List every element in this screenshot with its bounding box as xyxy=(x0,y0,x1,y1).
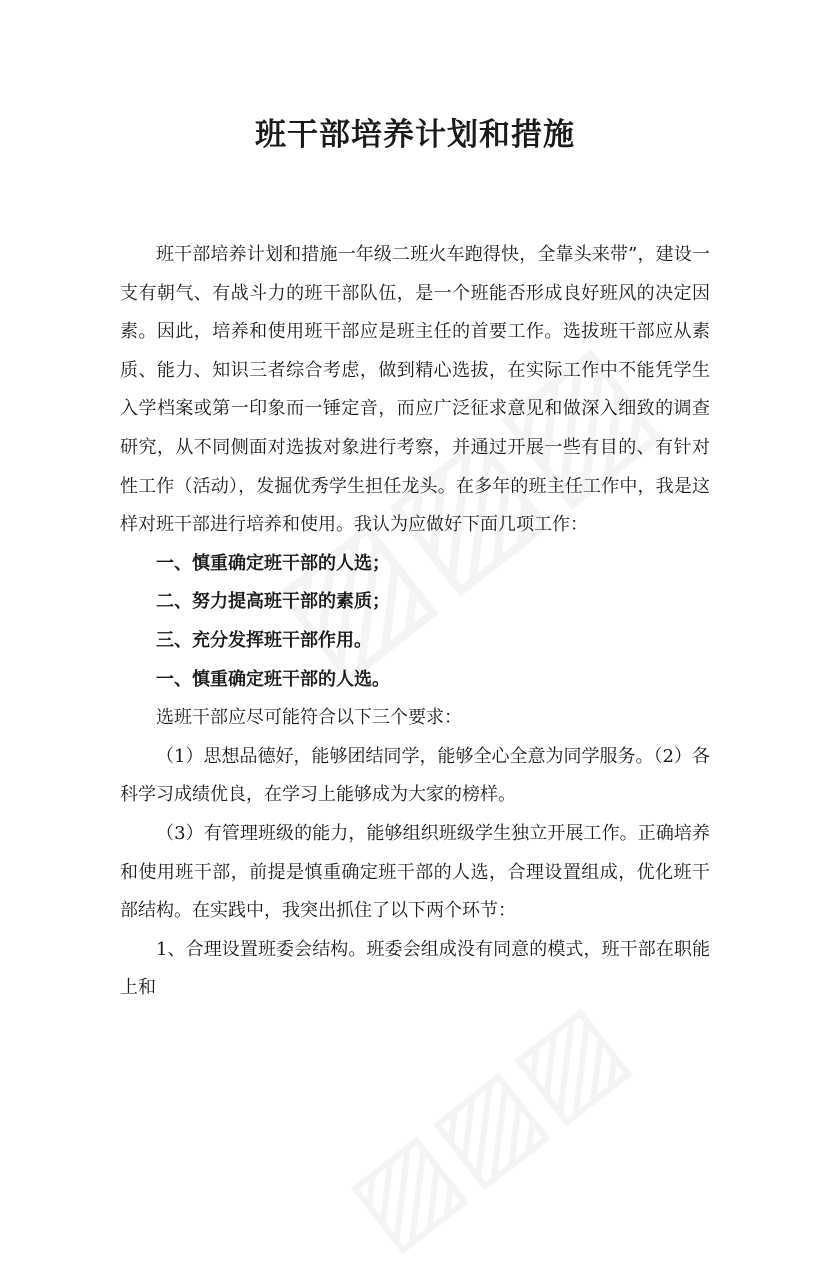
outline-item-2: 二、努力提高班干部的素质； xyxy=(156,591,390,613)
page-title: 班干部培养计划和措施 xyxy=(255,117,575,153)
body-paragraph: 1、合理设置班委会结构。班委会组成没有同意的模式，班干部在职能上和 xyxy=(120,938,710,999)
section-heading: 一、慎重确定班干部的人选。 xyxy=(156,668,390,690)
requirements-intro: 选班干部应尽可能符合以下三个要求： xyxy=(156,707,462,729)
document-body xyxy=(120,236,710,1008)
outline-item-3: 三、充分发挥班干部作用。 xyxy=(156,629,372,651)
requirement-paragraph: （3）有管理班级的能力，能够组织班级学生独立开展工作。正确培养和使用班干部，前提是慎重确定班干部的人选，合理设置组成，优化班干部结构。在实践中，我突出抓住了以下两个环节： xyxy=(120,822,710,922)
outline-item-1: 一、慎重确定班干部的人选； xyxy=(156,552,390,574)
requirement-paragraph: （1）思想品德好，能够团结同学，能够全心全意为同学服务。（2）各科学习成绩优良，在学习上能够成为大家的榜样。 xyxy=(120,745,710,806)
intro-paragraph: 班干部培养计划和措施一年级二班火车跑得快，全靠头来带”，建设一支有朝气、有战斗力的班干部队伍，是一个班能否形成良好班风的决定因素。因此，培养和使用班干部应是班主任的首要工作。选拔班干部应从素质、能力、知识三者综合考虑，做到精心选拔，在实际工作中不能凭学生入学档案或第一印象而一锤定音，而应广泛征求意见和做深入细致的调查研究，从不同侧面对选拔对象进行考察，并通过开展一些有目的、有针对性工作（活动），发掘优秀学生担任龙头。在多年的班主任工作中，我是这样对班干部进行培养和使用。我认为应做好下面几项工作： xyxy=(120,244,710,536)
watermark-icon xyxy=(324,978,649,1270)
